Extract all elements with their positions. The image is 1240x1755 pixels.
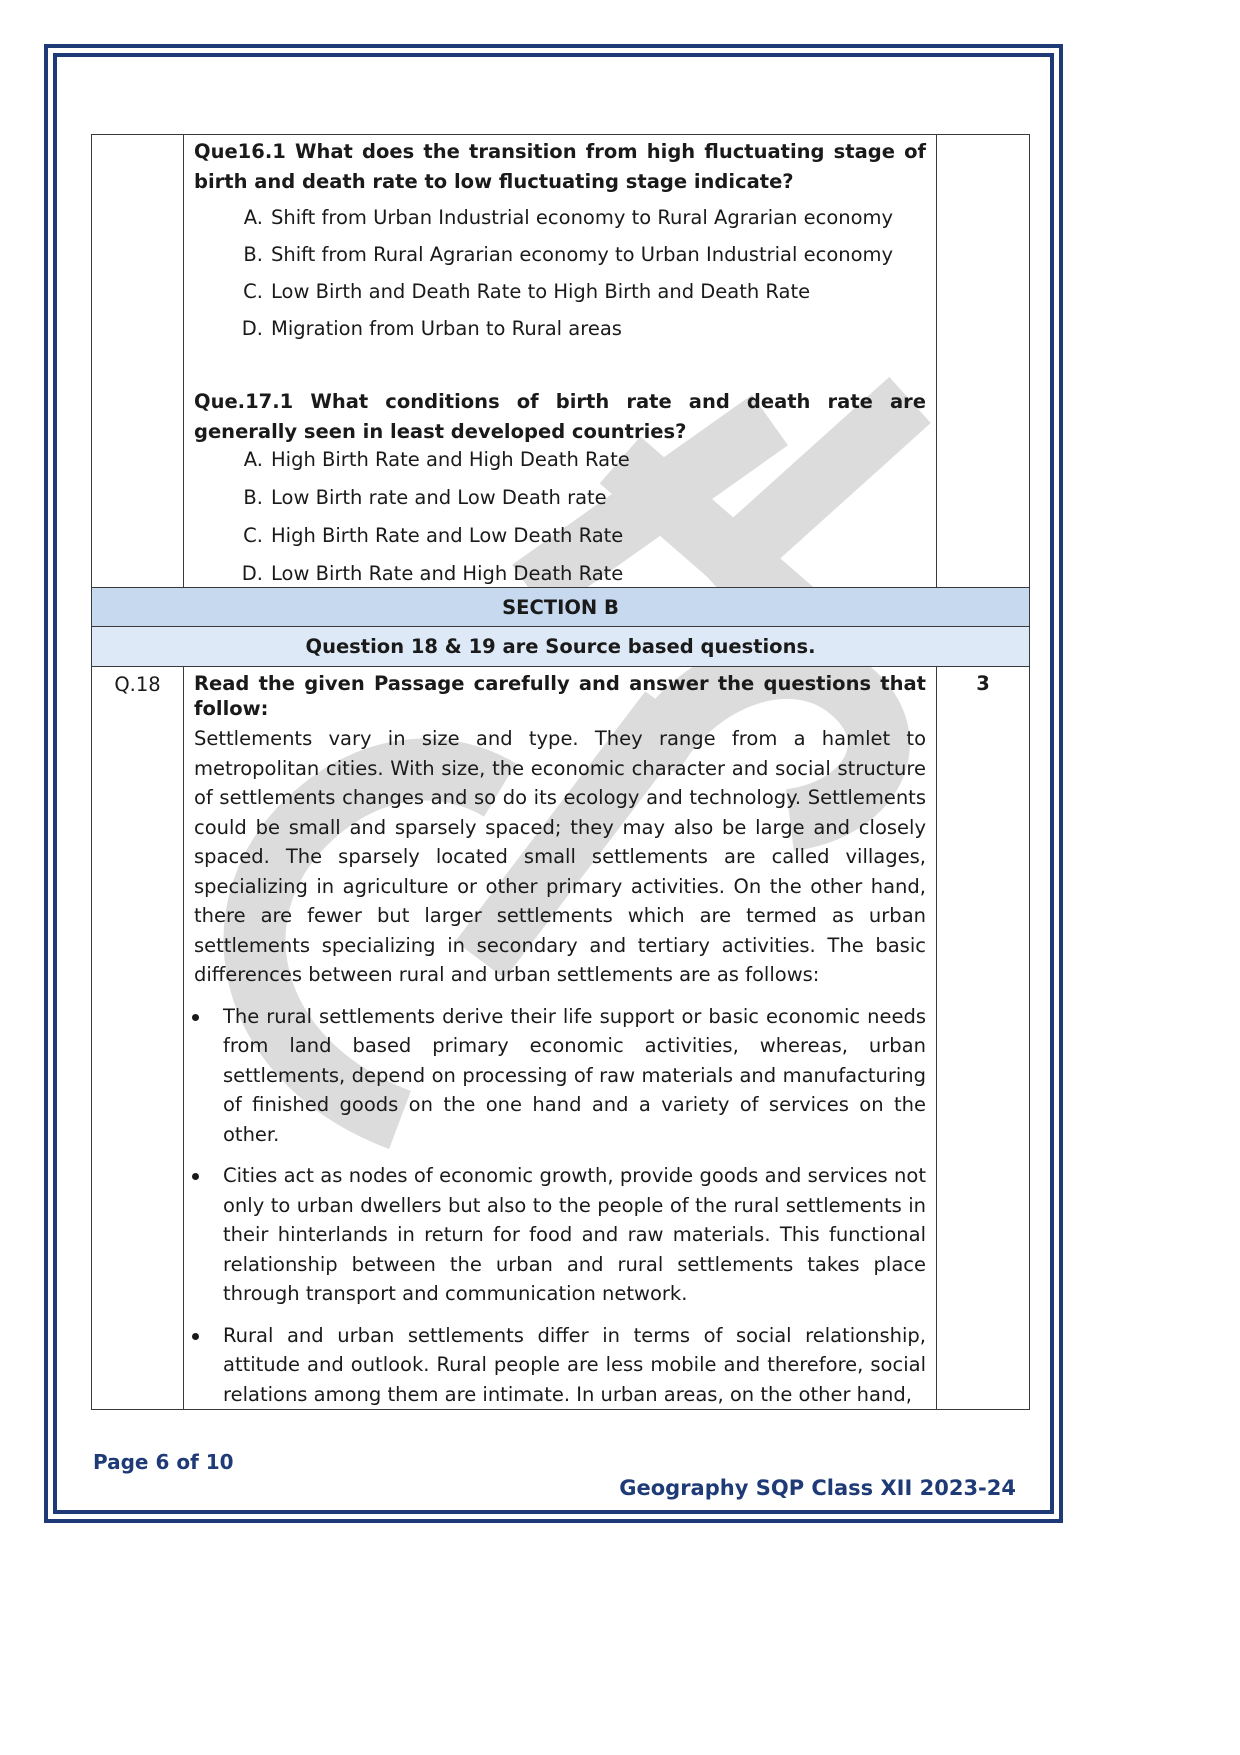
q18-row — [92, 667, 1030, 1410]
q16-question: Que16.1 What does the transition from high fluctuating stage of birth and death rate to low fluctuating stage indicate? — [194, 140, 926, 193]
q18-bullet-list — [194, 1002, 926, 1410]
bullet-icon — [192, 1014, 199, 1021]
section-header-row — [92, 588, 1030, 627]
q16-option-a: A. Shift from Urban Industrial economy to Rural Agrarian economy — [243, 206, 894, 229]
bullet-icon — [192, 1333, 199, 1340]
question-body-cell — [184, 135, 937, 588]
q17-question: Que.17.1 What conditions of birth rate and death rate are generally seen in least developed countries? — [194, 390, 926, 443]
q16-options — [194, 205, 926, 342]
page-number: Page 6 of 10 — [93, 1450, 234, 1474]
q17-option-a: A. High Birth Rate and High Death Rate — [243, 448, 630, 471]
q17-options — [194, 447, 926, 587]
q16-option-c: C. Low Birth and Death Rate to High Birth and Death Rate — [243, 280, 811, 303]
question-table — [91, 134, 1030, 1410]
question-number-cell — [92, 135, 184, 588]
q17-option-c: C. High Birth Rate and Low Death Rate — [243, 524, 624, 547]
section-note-row — [92, 627, 1030, 667]
footer-title: Geography SQP Class XII 2023-24 — [619, 1476, 1016, 1500]
section-title: SECTION B — [92, 588, 1030, 627]
q17-option-d: D. Low Birth Rate and High Death Rate — [241, 562, 624, 585]
q17-option-b: B. Low Birth rate and Low Death rate — [243, 486, 607, 509]
q16-option-b: B. Shift from Rural Agrarian economy to Urban Industrial economy — [243, 243, 894, 266]
q18-body — [184, 667, 937, 1410]
bullet-icon — [192, 1173, 199, 1180]
question-marks-cell — [937, 135, 1030, 588]
list-item: The rural settlements derive their life support or basic economic needs from land based primary economic activities, whereas, urban settlements, depend on processing of raw materials and manufacturing of finished goods on the one hand and a variety of services on the other. — [194, 1002, 926, 1150]
q16-q17-row — [92, 135, 1030, 588]
list-item: Cities act as nodes of economic growth, provide goods and services not only to urban dwellers but also to the people of the rural settlements in their hinterlands in return for food and raw materials. This functional relationship between the urban and rural settlements takes place through transport and communication network. — [194, 1161, 926, 1309]
q18-marks: 3 — [937, 667, 1030, 1410]
list-item: Rural and urban settlements differ in terms of social relationship, attitude and outlook. Rural people are less mobile and therefore, social relations among them are intimate. In urban areas, on the other hand, — [194, 1321, 926, 1410]
q18-number: Q.18 — [92, 667, 184, 1410]
q18-instruction: Read the given Passage carefully and answer the questions that follow: — [194, 672, 926, 720]
q16-option-d: D. Migration from Urban to Rural areas — [241, 317, 622, 340]
section-note: Question 18 & 19 are Source based questions. — [92, 627, 1030, 667]
q18-passage: Settlements vary in size and type. They range from a hamlet to metropolitan cities. With size, the economic character and social structure of settlements changes and so do its ecology and technology. Settlements could be small and sparsely spaced; they may also be large and closely spaced. The sparsely located small settlements are called villages, specializing in agriculture or other primary activities. On the other hand, there are fewer but larger settlements which are termed as urban settlements specializing in secondary and tertiary activities. The basic differences between rural and urban settlements are as follows: — [194, 727, 926, 986]
